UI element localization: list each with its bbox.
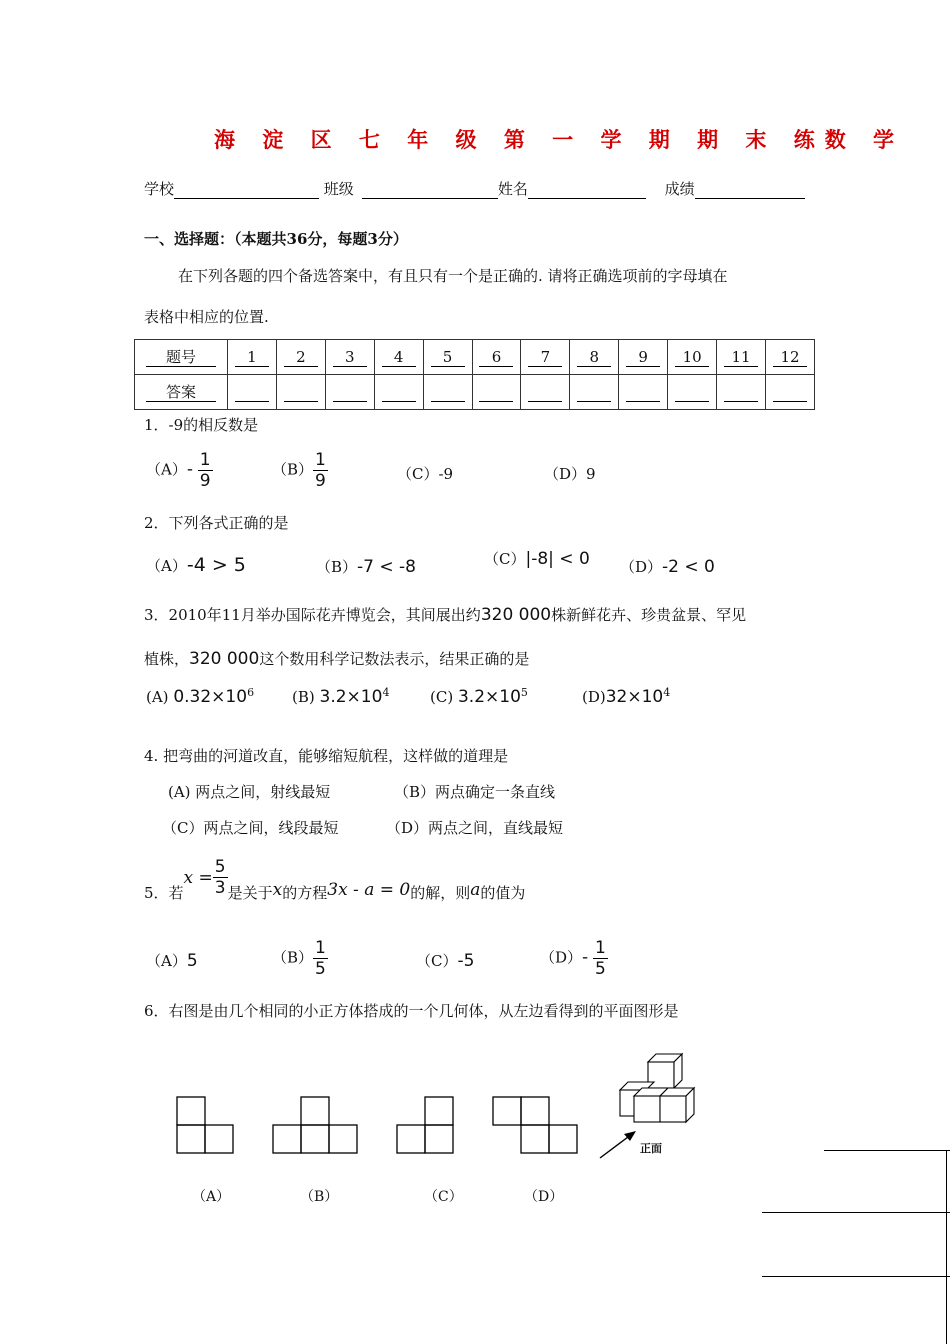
fraction: $\frac{1}{9}$ — [315, 450, 326, 491]
q5-option-c: （C）-5 — [416, 951, 475, 971]
edge-line — [762, 1276, 950, 1277]
answer-cell[interactable] — [765, 375, 814, 410]
answer-cell[interactable] — [423, 375, 472, 410]
edge-line — [762, 1212, 950, 1213]
score-label: 成绩 — [664, 180, 695, 198]
q2-option-c: （C）|-8| < 0 — [484, 549, 590, 569]
answer-cell[interactable] — [472, 375, 521, 410]
option-c-figure — [396, 1096, 456, 1154]
answer-cell[interactable] — [228, 375, 277, 410]
question-number: 3 — [333, 348, 367, 367]
section-heading: 一、选择题：（本题共36分，每题3分） — [144, 230, 408, 248]
q4-stem: 4. 把弯曲的河道改直，能够缩短航程，这样做的道理是 — [144, 747, 509, 765]
q1-option-b: （B） $\frac{1}{9}$ — [272, 450, 326, 491]
q6-option-d-label: （D） — [524, 1189, 564, 1205]
answer-row — [135, 375, 815, 410]
fraction: $\frac{1}{5}$ — [315, 938, 326, 979]
q6-stem: 6．右图是由几个相同的小正方体搭成的一个几何体，从左边看得到的平面图形是 — [144, 1002, 679, 1020]
q2-option-a: （A）-4 > 5 — [146, 554, 246, 576]
q5-option-a: （A）5 — [146, 951, 198, 971]
question-number: 6 — [479, 348, 513, 367]
answer-cell[interactable] — [570, 375, 619, 410]
school-field[interactable] — [174, 182, 319, 199]
question-number: 2 — [284, 348, 318, 367]
instruction-line-1: 在下列各题的四个备选答案中，有且只有一个是正确的. 请将正确选项前的字母填在 — [178, 267, 728, 285]
q4-option-d: （D）两点之间，直线最短 — [386, 819, 564, 837]
q4-option-c: （C）两点之间，线段最短 — [162, 819, 339, 837]
q3-option-c: (C) $3.2\times 10^5$ — [430, 686, 528, 707]
question-number: 8 — [577, 348, 611, 367]
answer-cell[interactable] — [619, 375, 668, 410]
q1-option-c: （C）-9 — [397, 465, 454, 483]
edge-line-vertical — [946, 1150, 947, 1344]
q2-option-b: （B）-7 < -8 — [316, 557, 416, 577]
option-b-figure — [272, 1096, 360, 1154]
answer-cell[interactable] — [374, 375, 423, 410]
q3-option-d: $(D)32\times 10^4$ — [582, 686, 671, 707]
class-field[interactable] — [362, 182, 498, 199]
front-arrow-icon — [600, 1131, 636, 1158]
answer-cell[interactable] — [276, 375, 325, 410]
question-number: 4 — [382, 348, 416, 367]
question-number: 1 — [235, 348, 269, 367]
score-field[interactable] — [695, 182, 805, 199]
question-number: 10 — [675, 348, 709, 367]
fraction: $\frac{5}{3}$ — [214, 857, 226, 898]
class-label: 班级 — [323, 180, 354, 198]
question-number: 11 — [724, 348, 758, 367]
q5-stem: 5．若 x = $\frac{5}{3}$ 是关于 x 的方程 3x - a = 0 的解，则 a 的值为 — [144, 857, 526, 902]
student-info-row — [144, 178, 805, 199]
fraction: $\frac{1}{5}$ — [594, 938, 606, 979]
q1-stem: 1．-9的相反数是 — [144, 416, 259, 434]
fraction: $\frac{1}{9}$ — [199, 450, 211, 491]
option-a-figure — [176, 1096, 236, 1154]
q3-line-1: 3．2010年11月举办国际花卉博览会，其间展出约320 000株新鲜花卉、珍贵盆景、罕见 — [144, 605, 747, 625]
answer-table — [134, 339, 815, 410]
instruction-line-2: 表格中相应的位置. — [144, 308, 269, 326]
answer-cell[interactable] — [325, 375, 374, 410]
question-number: 5 — [431, 348, 465, 367]
row-label-number: 题号 — [146, 348, 216, 367]
q1-option-d: （D）9 — [544, 465, 596, 483]
answer-cell[interactable] — [668, 375, 717, 410]
q3-option-a: (A) $0.32\times 10^6$ — [146, 686, 255, 707]
q6-option-a-label: （A） — [192, 1189, 231, 1205]
question-number: 12 — [773, 348, 807, 367]
q3-option-b: (B) $3.2\times 10^4$ — [292, 686, 390, 707]
q6-option-b-label: （B） — [300, 1189, 339, 1205]
page-title: 海 淀 区 七 年 级 第 一 学 期 期 末 练数 学 — [214, 127, 905, 152]
number-row — [135, 340, 815, 375]
q4-option-a: (A) 两点之间，射线最短 — [168, 783, 331, 801]
q4-option-b: （B）两点确定一条直线 — [394, 783, 556, 801]
front-label: 正面 — [640, 1142, 662, 1155]
q2-option-d: （D）-2 < 0 — [620, 557, 715, 577]
edge-line — [824, 1150, 950, 1151]
question-number: 7 — [528, 348, 562, 367]
question-number: 9 — [626, 348, 660, 367]
q6-option-c-label: （C） — [424, 1189, 463, 1205]
q5-option-b: （B） $\frac{1}{5}$ — [272, 938, 326, 979]
answer-cell[interactable] — [521, 375, 570, 410]
row-label-answer: 答案 — [146, 383, 216, 402]
name-field[interactable] — [528, 182, 646, 199]
q3-line-2: 植株，320 000这个数用科学记数法表示，结果正确的是 — [144, 649, 530, 669]
name-label: 姓名 — [497, 180, 528, 198]
option-d-figure — [492, 1096, 580, 1154]
answer-cell[interactable] — [717, 375, 766, 410]
school-label: 学校 — [144, 180, 175, 198]
q5-option-d: （D）- $\frac{1}{5}$ — [540, 938, 606, 979]
q1-option-a: （A）- $\frac{1}{9}$ — [146, 450, 211, 491]
q2-stem: 2．下列各式正确的是 — [144, 514, 289, 532]
